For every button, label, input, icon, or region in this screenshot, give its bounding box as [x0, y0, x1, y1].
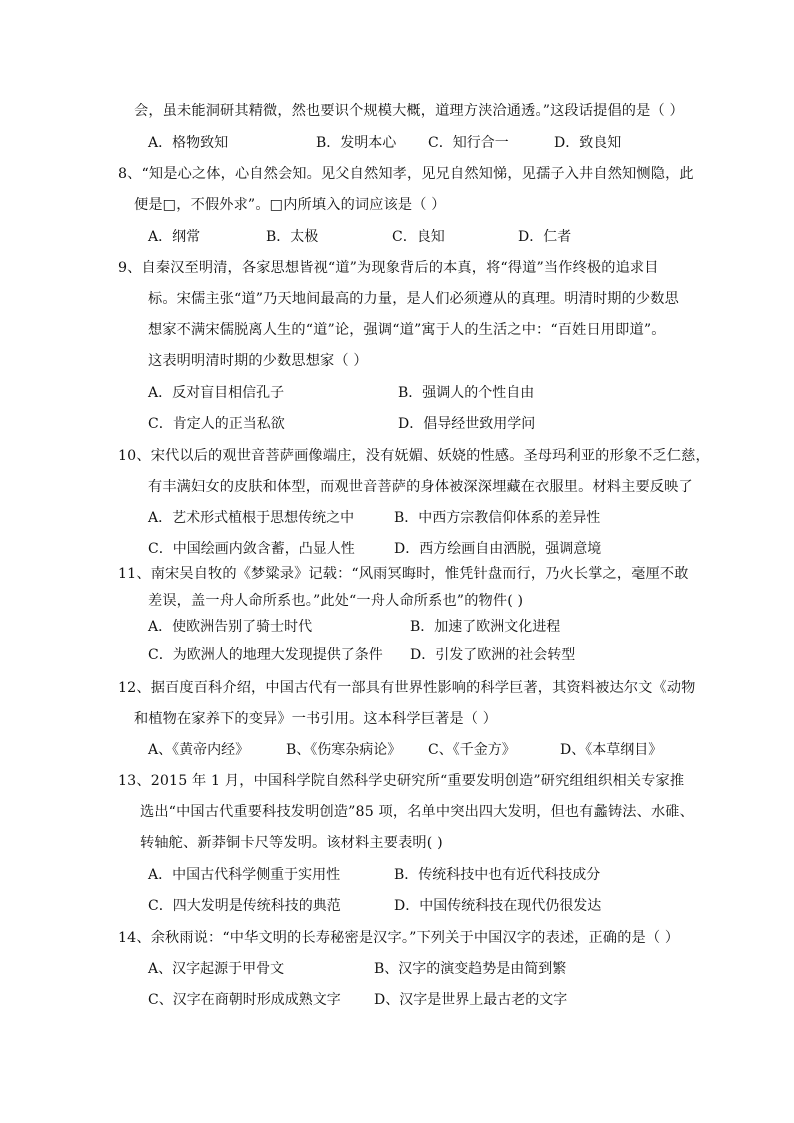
q14-option-d[interactable]: D、汉字是世界上最古老的文字 — [374, 992, 568, 1008]
q8-option-d[interactable]: D．仁者 — [518, 229, 572, 245]
q14-option-b[interactable]: B、汉字的演变趋势是由简到繁 — [374, 961, 567, 977]
q14-option-a[interactable]: A、汉字起源于甲骨文 — [148, 961, 285, 977]
question-7-continuation: 会，虽未能洞研其精微，然也要识个规模大概，道理方浃洽通透。”这段话提倡的是（ ） — [134, 103, 684, 119]
question-11-text: 11、南宋吴自牧的《梦粱录》记载：“风雨冥晦时，惟凭针盘而行，乃火长掌之，毫厘不敢 — [118, 566, 689, 582]
q14-option-c[interactable]: C、汉字在商朝时形成成熟文字 — [148, 992, 341, 1008]
q12-option-c[interactable]: C、《千金方》 — [428, 742, 516, 758]
q9-option-b[interactable]: B．强调人的个性自由 — [398, 385, 535, 401]
question-10-text: 有丰满妇女的皮肤和体型，而观世音菩萨的身体被深深埋藏在衣服里。材料主要反映了 — [148, 479, 693, 495]
q10-option-d[interactable]: D．西方绘画自由洒脱，强调意境 — [394, 541, 602, 557]
q9-option-a[interactable]: A．反对盲目相信孔子 — [148, 385, 285, 401]
q11-option-b[interactable]: B．加速了欧洲文化进程 — [410, 619, 561, 635]
question-8-text: 8、“知是心之体，心自然会知。见父自然知孝，见兄自然知悌，见孺子入井自然知恻隐，此 — [118, 166, 694, 182]
question-9-text: 这表明明清时期的少数思想家（ ） — [148, 353, 368, 369]
q7-option-a[interactable]: A．格物致知 — [148, 135, 229, 151]
q10-option-b[interactable]: B．中西方宗教信仰体系的差异性 — [394, 510, 601, 526]
q7-option-b[interactable]: B．发明本心 — [316, 135, 397, 151]
question-10-text: 10、宋代以后的观世音菩萨画像端庄，没有妩媚、妖娆的性感。圣母玛利亚的形象不乏仁慈， — [118, 448, 710, 464]
question-14-text: 14、余秋雨说：“中华文明的长寿秘密是汉字。”下列关于中国汉字的表述，正确的是（ ） — [118, 930, 680, 946]
q11-option-d[interactable]: D．引发了欧洲的社会转型 — [410, 647, 576, 663]
q12-option-b[interactable]: B、《伤寒杂病论》 — [286, 742, 402, 758]
question-12-text: 12、据百度百科介绍，中国古代有一部具有世界性影响的科学巨著，其资料被达尔文《动物 — [118, 680, 696, 696]
question-13-text: 选出“中国古代重要科技发明创造”85 项，名单中突出四大发明，但也有蠡铸法、水碓、 — [140, 804, 694, 820]
q9-option-d[interactable]: D．倡导经世致用学问 — [398, 416, 536, 432]
q13-option-d[interactable]: D．中国传统科技在现代仍很发达 — [394, 898, 602, 914]
q7-option-c[interactable]: C．知行合一 — [428, 135, 509, 151]
question-11-text: 差误，盖一舟人命所系也。”此处“一舟人命所系也”的物件( ) — [148, 593, 524, 609]
question-9-text: 标。宋儒主张“道”乃天地间最高的力量，是人们必须遵从的真理。明清时期的少数思 — [148, 291, 679, 307]
q8-option-a[interactable]: A．纲常 — [148, 229, 201, 245]
question-9-text: 9、自秦汉至明清，各家思想皆视“道”为现象背后的本真，将“得道”当作终极的追求目 — [118, 260, 659, 276]
q11-option-a[interactable]: A．使欧洲告别了骑士时代 — [148, 619, 313, 635]
q10-option-c[interactable]: C．中国绘画内敛含蓄，凸显人性 — [148, 541, 355, 557]
q10-option-a[interactable]: A．艺术形式植根于思想传统之中 — [148, 510, 355, 526]
question-8-text: 便是□，不假外求”。□内所填入的词应该是（ ） — [134, 197, 446, 213]
q13-option-c[interactable]: C．四大发明是传统科技的典范 — [148, 898, 341, 914]
question-12-text: 和植物在家养下的变异》一书引用。这本科学巨著是（ ） — [134, 711, 498, 727]
question-9-text: 想家不满宋儒脱离人生的“道”论，强调“道”寓于人的生活之中：“百姓日用即道”。 — [148, 322, 666, 338]
q8-option-b[interactable]: B．太极 — [266, 229, 319, 245]
q12-option-d[interactable]: D、《本草纲目》 — [560, 742, 663, 758]
question-13-text: 转轴舵、新莽铜卡尺等发明。该材料主要表明( ) — [140, 835, 443, 851]
q12-option-a[interactable]: A、《黄帝内经》 — [148, 742, 250, 758]
q13-option-b[interactable]: B．传统科技中也有近代科技成分 — [394, 867, 601, 883]
question-13-text: 13、2015 年 1 月，中国科学院自然科学史研究所“重要发明创造”研究组组织相关专家推 — [118, 773, 685, 789]
q13-option-a[interactable]: A．中国古代科学侧重于实用性 — [148, 867, 341, 883]
q9-option-c[interactable]: C．肯定人的正当私欲 — [148, 416, 285, 432]
q8-option-c[interactable]: C．良知 — [392, 229, 445, 245]
q7-option-d[interactable]: D．致良知 — [554, 135, 622, 151]
q11-option-c[interactable]: C．为欧洲人的地理大发现提供了条件 — [148, 647, 383, 663]
